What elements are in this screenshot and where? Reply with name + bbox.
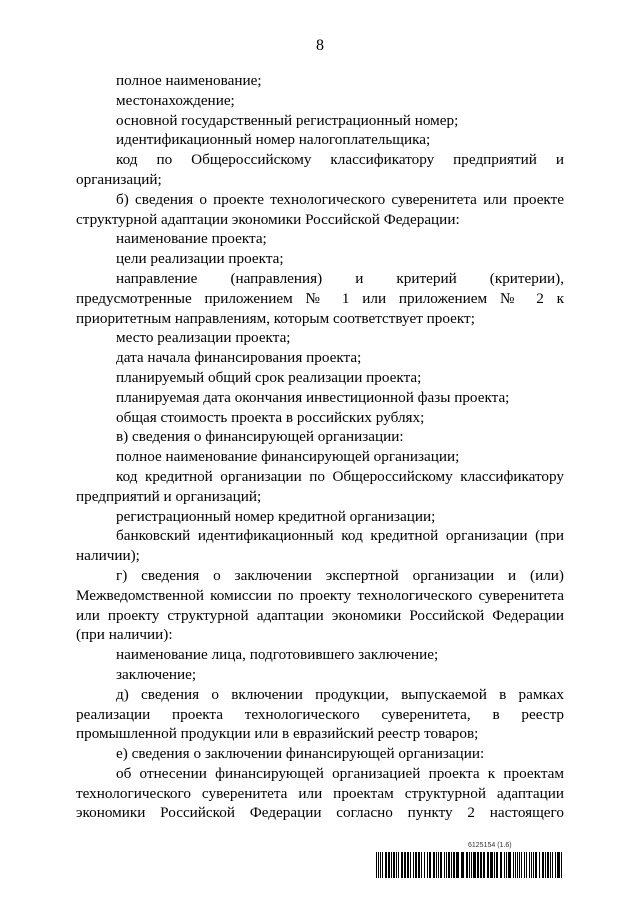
barcode-bar bbox=[561, 852, 562, 878]
barcode-bars bbox=[376, 852, 564, 878]
paragraph: наименование проекта; bbox=[116, 230, 267, 248]
document-code: 6125154 (1.6) bbox=[468, 842, 512, 849]
paragraph: б) сведения о проекте технологического суверенитета или проекте структурной адаптации экономики Российской Федерации: bbox=[76, 190, 564, 228]
barcode-bar bbox=[487, 852, 489, 878]
barcode-bar bbox=[401, 852, 403, 878]
barcode-bar bbox=[456, 852, 459, 878]
barcode-bar bbox=[378, 852, 379, 878]
paragraph: код кредитной организации по Общероссийскому классификатору предприятий и организаций; bbox=[76, 467, 564, 505]
paragraph: полное наименование финансирующей организации; bbox=[116, 448, 460, 466]
barcode-bar bbox=[466, 852, 468, 878]
barcode-bar bbox=[446, 852, 447, 878]
barcode-bar bbox=[444, 852, 445, 878]
barcode-bar bbox=[542, 852, 544, 878]
barcode-bar bbox=[552, 852, 553, 878]
barcode-bar bbox=[519, 852, 520, 878]
barcode-bar bbox=[398, 852, 399, 878]
paragraph: идентификационный номер налогоплательщика; bbox=[116, 131, 431, 149]
barcode-bar bbox=[494, 852, 495, 878]
barcode-bar bbox=[427, 852, 428, 878]
barcode-bar bbox=[477, 852, 479, 878]
paragraph: в) сведения о финансирующей организации: bbox=[116, 428, 404, 446]
barcode-bar bbox=[461, 852, 464, 878]
barcode-bar bbox=[415, 852, 417, 878]
paragraph: регистрационный номер кредитной организации; bbox=[116, 507, 436, 525]
barcode-bar bbox=[424, 852, 425, 878]
barcode-bar bbox=[547, 852, 549, 878]
barcode-bar bbox=[496, 852, 498, 878]
paragraph: направление (направления) и критерий (критерии), предусмотренные приложением № 1 или приложением № 2 к приоритетным направлениям, которым соответствует проект; bbox=[76, 269, 564, 327]
barcode-bar bbox=[388, 852, 390, 878]
barcode-bar bbox=[555, 852, 556, 878]
paragraph: заключение; bbox=[116, 665, 197, 683]
barcode-bar bbox=[515, 852, 516, 878]
barcode-bar bbox=[421, 852, 422, 878]
barcode-bar bbox=[429, 852, 431, 878]
barcode-bar bbox=[396, 852, 397, 878]
barcode-bar bbox=[436, 852, 437, 878]
paragraph: об отнесении финансирующей организацией проекта к проектам технологического суверенитета или проектам структурной адаптации экономики Российской Федерации согласно пункту 2 настоящего bbox=[76, 764, 564, 822]
paragraph: д) сведения о включении продукции, выпускаемой в рамках реализации проекта технологического суверенитета, в реестр промышленной продукции или в евразийский реестр товаров; bbox=[76, 685, 564, 743]
barcode-bar bbox=[448, 852, 450, 878]
barcode-bar bbox=[413, 852, 414, 878]
paragraph: планируемый общий срок реализации проекта; bbox=[116, 368, 422, 386]
barcode-bar bbox=[471, 852, 472, 878]
paragraph: место реализации проекта; bbox=[116, 329, 291, 347]
barcode-bar bbox=[490, 852, 493, 878]
paragraph: наименование лица, подготовившего заключение; bbox=[116, 646, 439, 664]
barcode-bar bbox=[433, 852, 435, 878]
barcode-bar bbox=[539, 852, 540, 878]
barcode-bar bbox=[404, 852, 406, 878]
paragraph: планируемая дата окончания инвестиционной фазы проекта; bbox=[116, 388, 510, 406]
barcode-bar bbox=[521, 852, 522, 878]
barcode-bar bbox=[440, 852, 442, 878]
paragraph: полное наименование; bbox=[116, 72, 262, 89]
barcode-bar bbox=[506, 852, 507, 878]
barcode-bar bbox=[526, 852, 527, 878]
barcode-bar bbox=[535, 852, 537, 878]
barcode-bar bbox=[438, 852, 439, 878]
paragraph: банковский идентификационный код кредитной организации (при наличии); bbox=[76, 527, 564, 565]
barcode-bar bbox=[382, 852, 383, 878]
barcode-bar bbox=[517, 852, 518, 878]
paragraph: основной государственный регистрационный номер; bbox=[116, 111, 459, 129]
barcode-bar bbox=[407, 852, 409, 878]
document-body bbox=[76, 71, 564, 823]
barcode-bar bbox=[473, 852, 476, 878]
barcode-bar bbox=[418, 852, 420, 878]
paragraph: общая стоимость проекта в российских рублях; bbox=[116, 408, 425, 426]
barcode-bar bbox=[529, 852, 530, 878]
barcode-bar bbox=[376, 852, 377, 878]
barcode-bar bbox=[500, 852, 502, 878]
barcode-bar bbox=[533, 852, 534, 878]
barcode-bar bbox=[524, 852, 525, 878]
paragraph: местонахождение; bbox=[116, 91, 235, 109]
paragraph: код по Общероссийскому классификатору предприятий и организаций; bbox=[76, 151, 564, 188]
barcode-bar bbox=[504, 852, 505, 878]
barcode-bar bbox=[469, 852, 470, 878]
barcode-bar bbox=[531, 852, 532, 878]
barcode-bar bbox=[380, 852, 381, 878]
page-number: 8 bbox=[316, 37, 324, 54]
barcode-bar bbox=[557, 852, 560, 878]
barcode-bar bbox=[391, 852, 392, 878]
paragraph: цели реализации проекта; bbox=[116, 250, 284, 268]
barcode-bar bbox=[545, 852, 546, 878]
paragraph: е) сведения о заключении финансирующей организации: bbox=[116, 745, 485, 763]
barcode-bar bbox=[480, 852, 482, 878]
barcode-bar bbox=[410, 852, 411, 878]
barcode-bar bbox=[550, 852, 551, 878]
barcode-bar bbox=[508, 852, 511, 878]
paragraph: дата начала финансирования проекта; bbox=[116, 349, 362, 367]
barcode-bar bbox=[393, 852, 395, 878]
barcode-bar bbox=[453, 852, 455, 878]
barcode-bar bbox=[385, 852, 387, 878]
barcode-bar bbox=[483, 852, 485, 878]
barcode-bar bbox=[513, 852, 514, 878]
barcode bbox=[376, 852, 564, 878]
barcode-bar bbox=[451, 852, 452, 878]
paragraph: г) сведения о заключении экспертной организации и (или) Межведомственной комиссии по проекту технологического суверенитета или проекту структурной адаптации экономики Российской Федерации (при наличии): bbox=[76, 566, 564, 644]
